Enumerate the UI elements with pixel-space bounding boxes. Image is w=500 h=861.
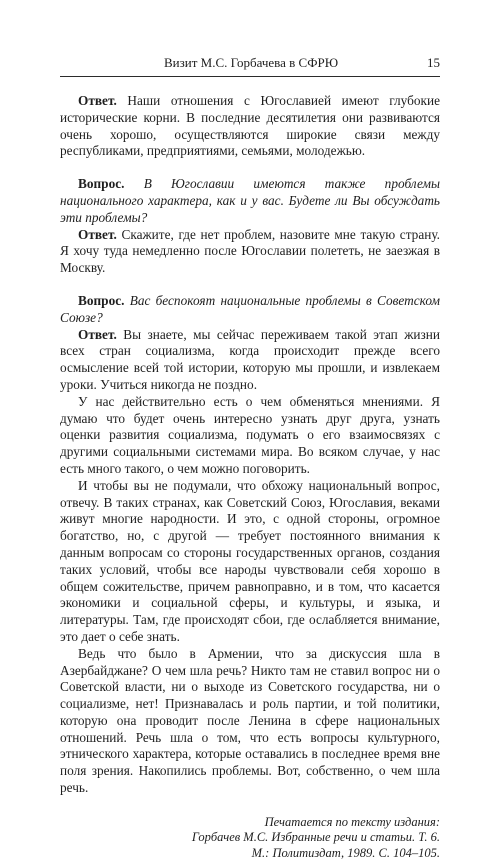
source-line-1: Печатается по тексту издания: [264,814,440,829]
article-body [60,93,440,861]
question-3-text: Вас беспокоят национальные проблемы в Советском Союзе? [60,292,440,325]
header-title: Визит М.С. Горбачева в СФРЮ [164,55,339,70]
question-2 [60,176,440,226]
answer-1-text: Наши отношения с Югославией имеют глубокие исторические корни. В последние десятилетия они развиваются очень хорошо, осуществляются широкие связи между республиками, предприятиями, семьями, молодежью. [60,93,441,159]
paragraph-4: У нас действительно есть о чем обменяться мнениями. Я думаю что будет очень интересно узнать друг друга, узнать оценки развития социализма, подумать о его взаимосвязях с другими социальными системами мира. Во всяком случае, у нас есть много такого, о чем можно поговорить. [60,393,440,476]
answer-3 [60,327,440,394]
source-line-3: М.: Политиздат, 1989. С. 104–105. [251,845,440,860]
answer-2-text: Скажите, где нет проблем, назовите мне такую страну. Я хочу туда немедленно после Югославии полететь, не заезжая в Москву. [60,226,440,276]
source-note [60,815,440,861]
paragraph-6: Ведь что было в Армении, что за дискуссия шла в Азербайджане? О чем шла речь? Никто там не ставил вопрос ни о Советской власти, ни о выходе из Советского государства, ни о социализме, нет! Признавалась и роль партии, и той политики, которую она проводит после Ленина в сфере национальных отношений. Речь шла о том, что есть вопросы культурного, этнического характера, которые оставались в последнее время вне поля зрения. Накопились проблемы. Вот, собственно, о чем шла речь. [60,645,440,796]
answer-label: Ответ. [78,326,124,342]
source-line-2: Горбачев М.С. Избранные речи и статьи. Т. 6. [191,830,440,845]
paragraph-5: И чтобы вы не подумали, что обхожу национальный вопрос, отвечу. В таких странах, как Советский Союз, Югославия, веками живут многие народности. И это, с одной стороны, огромное богатство, но, с другой — требует постоянного внимания к данным вопросам со стороны государственных органов, создания таких условий, чтобы все народы чувствовали себя хорошо в общем сожительстве, причем равноправно, и в том, что касается экономики и социальной сферы, и культуры, и языка, и литературы. Там, где происходят сбои, где ослабляется внимание, это дает о себе знать. [60,477,440,644]
running-header [60,54,440,72]
answer-1 [60,93,440,160]
answer-2 [60,227,440,277]
question-2-text: В Югославии имеются также проблемы национального характера, как и у вас. Будете ли Вы обсуждать эти проблемы? [60,176,441,225]
header-rule [60,76,440,77]
page-number: 15 [427,55,440,70]
answer-3-text: Вы знаете, мы сейчас переживаем такой этап жизни всех стран социализма, когда происходит прежде всего осмысление всей той истории, которую мы прошли, и извлекаем уроки. Учиться никогда не поздно. [60,326,440,392]
answer-label: Ответ. [78,226,122,242]
answer-label: Ответ. [78,93,128,108]
question-3 [60,293,440,327]
question-label: Вопрос. [78,292,130,308]
question-label: Вопрос. [78,176,144,192]
